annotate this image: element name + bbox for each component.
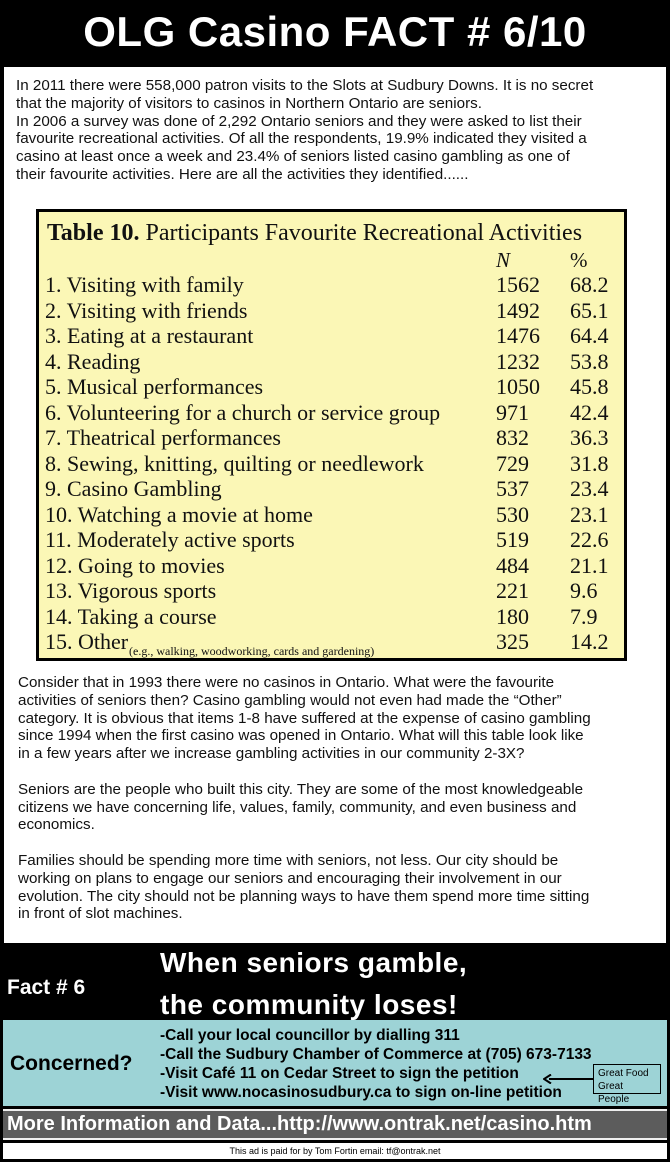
percent-cell: 36.3 [570, 425, 609, 450]
intro-line: In 2006 a survey was done of 2,292 Ontario seniors and they were asked to list their [16, 112, 582, 130]
percent-cell: 45.8 [570, 374, 609, 399]
more-info-link[interactable]: More Information and Data...http://www.ontrak.net/casino.htm [3, 1109, 667, 1140]
count-cell: 729 [496, 450, 529, 476]
body-line: in front of slot machines. [18, 905, 183, 923]
count-cell: 484 [496, 552, 529, 578]
table-row [39, 349, 624, 374]
count-cell: 221 [496, 578, 529, 603]
cafe-callout [593, 1064, 661, 1105]
callout-line: Great Food [598, 1068, 649, 1079]
intro-line: that the majority of visitors to casinos in Northern Ontario are seniors. [16, 94, 482, 112]
percent-cell: 7.9 [570, 603, 598, 629]
percent-cell: 53.8 [570, 348, 609, 374]
table-row [39, 425, 624, 450]
count-cell: 1562 [496, 272, 540, 297]
percent-cell: 64.4 [570, 323, 609, 348]
activity-label: 14. Taking a course [45, 603, 217, 629]
table-row [39, 604, 624, 629]
count-cell: 1476 [496, 323, 540, 348]
activity-label: 11. Moderately active sports [45, 527, 295, 552]
body-text [18, 674, 658, 941]
body-line: evolution. The city should not be planning ways to have them spend more time sitting [18, 887, 590, 905]
table-title-bold: Table 10. [47, 220, 140, 246]
percent-cell: 42.4 [570, 399, 609, 425]
activity-note: (e.g., walking, woodworking, cards and gardening) [129, 644, 375, 658]
action-item: -Call your local councillor by dialling 311 [160, 1027, 460, 1044]
table-row [39, 451, 624, 476]
concerned-panel [3, 1020, 667, 1106]
table-row [39, 476, 624, 501]
activity-label: 4. Reading [45, 348, 141, 374]
percent-cell: 22.6 [570, 527, 609, 552]
activity-label: 9. Casino Gambling [45, 476, 222, 501]
count-cell: 1492 [496, 297, 540, 323]
body-line: Consider that in 1993 there were no casinos in Ontario. What were the favourite [18, 674, 555, 691]
count-cell: 832 [496, 425, 529, 450]
body-paragraph [18, 852, 658, 923]
table-row [39, 629, 624, 658]
activity-label: 6. Volunteering for a church or service group [45, 399, 441, 425]
percent-cell: 14.2 [570, 629, 609, 654]
intro-line: casino at least once a week and 23.4% of seniors listed casino gambling as one of [16, 148, 570, 166]
table-row [39, 298, 624, 323]
count-cell: 1050 [496, 374, 540, 399]
slogan [160, 942, 467, 1026]
count-cell: 1232 [496, 348, 540, 374]
action-item: -Visit www.nocasinosudbury.ca to sign on-line petition [160, 1084, 562, 1101]
activity-label: 2. Visiting with friends [45, 297, 248, 323]
body-line: activities of seniors then? Casino gambling would not even had made the “Other” [18, 691, 562, 709]
count-cell: 971 [496, 399, 529, 425]
body-line: working on plans to engage our seniors and encouraging their involvement in our [18, 869, 562, 887]
table-row [39, 400, 624, 425]
body-paragraph [18, 674, 658, 763]
body-line: Seniors are the people who built this city. They are some of the most knowledgeable [18, 780, 584, 798]
column-header-n: N [496, 248, 511, 272]
count-cell: 537 [496, 476, 529, 501]
column-header-percent: % [570, 248, 588, 272]
body-paragraph [18, 781, 658, 834]
intro-line: In 2011 there were 558,000 patron visits to the Slots at Sudbury Downs. It is no secret [16, 77, 594, 94]
table-title-rest: Participants Favourite Recreational Activities [139, 220, 583, 246]
body-line: category. It is obvious that items 1-8 have suffered at the expense of casino gambling [18, 709, 591, 727]
arrow-left-icon [543, 1074, 595, 1084]
intro-text [16, 77, 656, 184]
body-line: since 1994 when the first casino was opened in Ontario. What will this table look like [18, 727, 584, 745]
percent-cell: 23.1 [570, 501, 609, 527]
page-title: OLG Casino FACT # 6/10 [83, 8, 587, 55]
table-row [39, 527, 624, 552]
footer-disclaimer: This ad is paid for by Tom Fortin email: tf@ontrak.net [3, 1143, 667, 1159]
callout-line: Great People [598, 1081, 630, 1105]
count-cell: 325 [496, 629, 529, 654]
activity-label: 3. Eating at a restaurant [45, 323, 254, 348]
body-line: citizens we have concerning life, values, family, community, and even business and [18, 798, 577, 816]
activity-label: 12. Going to movies [45, 552, 225, 578]
percent-cell: 31.8 [570, 450, 609, 476]
table-row [39, 553, 624, 578]
action-item: -Call the Sudbury Chamber of Commerce at (705) 673-7133 [160, 1046, 592, 1063]
intro-line: favourite recreational activities. Of all the respondents, 19.9% indicated they visited a [16, 130, 587, 148]
table-row [39, 502, 624, 527]
table-row [39, 272, 624, 297]
body-line: in a few years after we increase gambling activities in our community 2-3X? [18, 745, 525, 763]
table-row [39, 323, 624, 348]
percent-cell: 23.4 [570, 476, 609, 501]
slogan-line: When seniors gamble, [160, 947, 468, 978]
activity-label: 5. Musical performances [45, 374, 264, 399]
count-cell: 530 [496, 501, 529, 527]
count-cell: 180 [496, 603, 529, 629]
action-list [160, 1026, 592, 1102]
activity-label: 8. Sewing, knitting, quilting or needlework [45, 450, 424, 476]
percent-cell: 9.6 [570, 578, 598, 603]
body-line: economics. [18, 816, 95, 834]
concerned-label: Concerned? [10, 1052, 133, 1075]
fact-label: Fact # 6 [7, 976, 86, 999]
body-line: Families should be spending more time with seniors, not less. Our city should be [18, 851, 559, 869]
action-item: -Visit Café 11 on Cedar Street to sign the petition [160, 1065, 519, 1082]
activity-label: 1. Visiting with family [45, 272, 244, 297]
slogan-line: the community loses! [160, 989, 458, 1020]
activities-table [36, 209, 627, 661]
activity-label: 7. Theatrical performances [45, 425, 281, 450]
activity-label: 10. Watching a movie at home [45, 501, 313, 527]
percent-cell: 65.1 [570, 297, 609, 323]
activity-label: 15. Other [45, 629, 129, 654]
intro-line: their favourite activities. Here are all the activities they identified...... [16, 165, 469, 183]
table-row [39, 374, 624, 399]
percent-cell: 68.2 [570, 272, 609, 297]
percent-cell: 21.1 [570, 552, 609, 578]
activity-label: 13. Vigorous sports [45, 578, 217, 603]
table-title [47, 220, 582, 247]
count-cell: 519 [496, 527, 529, 552]
table-row [39, 578, 624, 603]
